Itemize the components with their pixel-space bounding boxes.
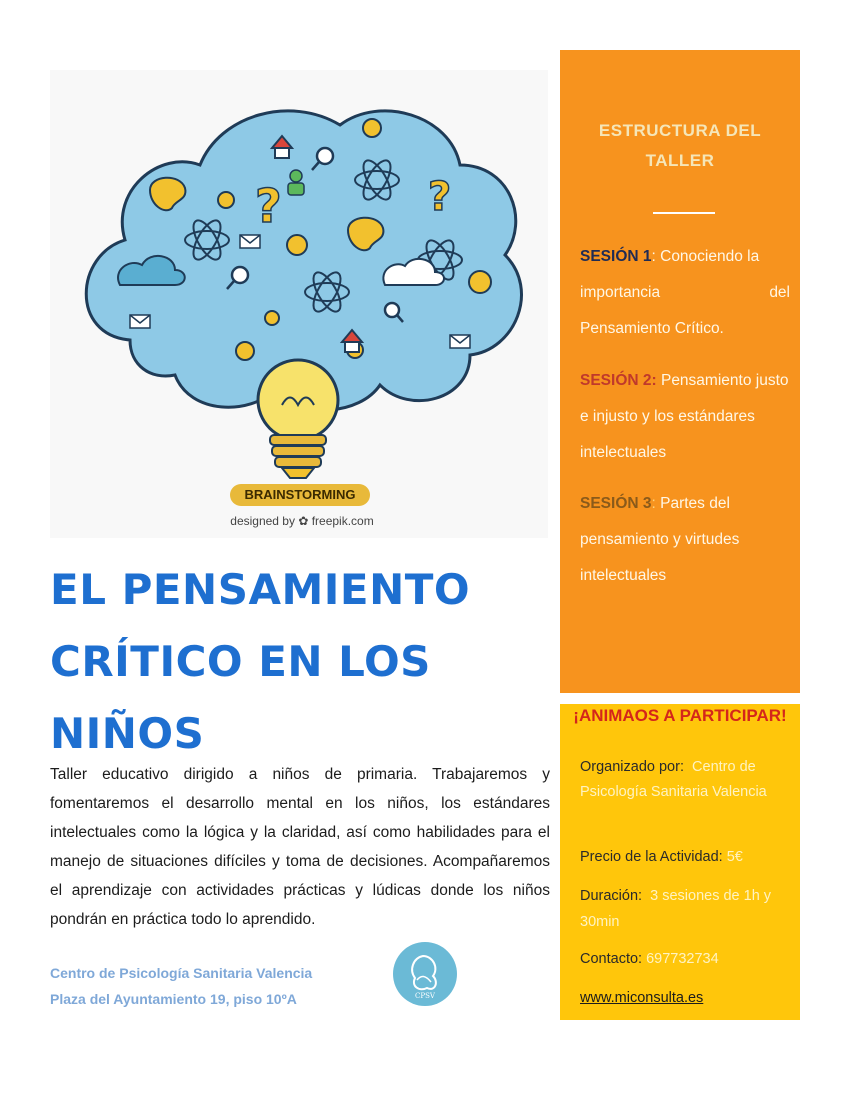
structure-heading-line2: TALLER [645,151,715,170]
price-info [580,844,792,870]
brainstorming-illustration [50,70,548,538]
structure-panel [560,50,800,693]
contact-label: Contacto: [580,951,643,967]
cpsv-logo [393,942,457,1006]
session-1-separator: : [651,248,656,265]
session-3-label: SESIÓN 3 [580,495,652,512]
session-3-separator: : [651,495,656,512]
session-3 [580,486,790,594]
session-1-text: Conociendo la [655,248,760,265]
question-mark-icon: ? [428,174,452,220]
footer-address [50,960,312,1012]
heading-divider [653,212,715,214]
freepik-credit: designed by ✿ freepik.com [230,514,374,528]
duration-info [580,883,792,935]
logo-text: CPSV [415,992,435,1000]
price-label: Precio de la Actividad: [580,849,723,865]
question-mark-icon: ? [255,179,282,233]
participation-heading: ¡ANIMAOS A PARTICIPAR! [573,706,787,725]
structure-heading [560,116,800,176]
website-link[interactable]: www.miconsulta.es [580,990,704,1006]
session-3-text: Partes del pensamiento y virtudes intelectuales [580,495,740,584]
page-title: EL PENSAMIENTO CRÍTICO EN LOS NIÑOS [50,565,471,758]
session-1-label: SESIÓN 1 [580,248,652,265]
session-2-label: SESIÓN 2: [580,372,657,389]
workshop-description: Taller educativo dirigido a niños de primaria. Trabajaremos y fomentaremos el desarrollo mental en los niños, los estándares intelectuales como la lógica y la claridad, así como habilidades para el manejo de situaciones difíciles y toma de decisiones. Acompañaremos el aprendizaje con actividades prácticas y lúdicas donde los niños pondrán en práctica todo lo aprendido. [50,766,550,928]
contact-info [580,946,792,972]
session-1-text-word: del [769,284,790,301]
organizer-value: Centro de Psicología Sanitaria Valencia [580,759,767,800]
organizer-label: Organizado por: [580,759,684,775]
contact-value: 697732734 [646,951,719,967]
footer-center-name: Centro de Psicología Sanitaria Valencia [50,965,313,981]
lightbulb-icon [258,360,338,478]
session-2-text: Pensamiento justo e injusto y los estándares intelectuales [580,372,789,461]
duration-label: Duración: [580,888,643,904]
footer-street: Plaza del Ayuntamiento 19, piso 10ºA [50,991,297,1007]
structure-heading-line1: ESTRUCTURA DEL [598,121,762,140]
session-2 [580,363,790,471]
participation-panel [560,704,800,1020]
session-1-text-end: Pensamiento Crítico. [580,320,724,337]
session-1 [580,239,790,347]
brainstorming-label: BRAINSTORMING [230,484,370,506]
organizer-info [580,755,792,805]
person-icon [288,170,304,195]
session-1-text-word: importancia [580,284,661,301]
price-value: 5€ [726,849,743,865]
duration-value: 3 sesiones de 1h y 30min [580,888,772,930]
